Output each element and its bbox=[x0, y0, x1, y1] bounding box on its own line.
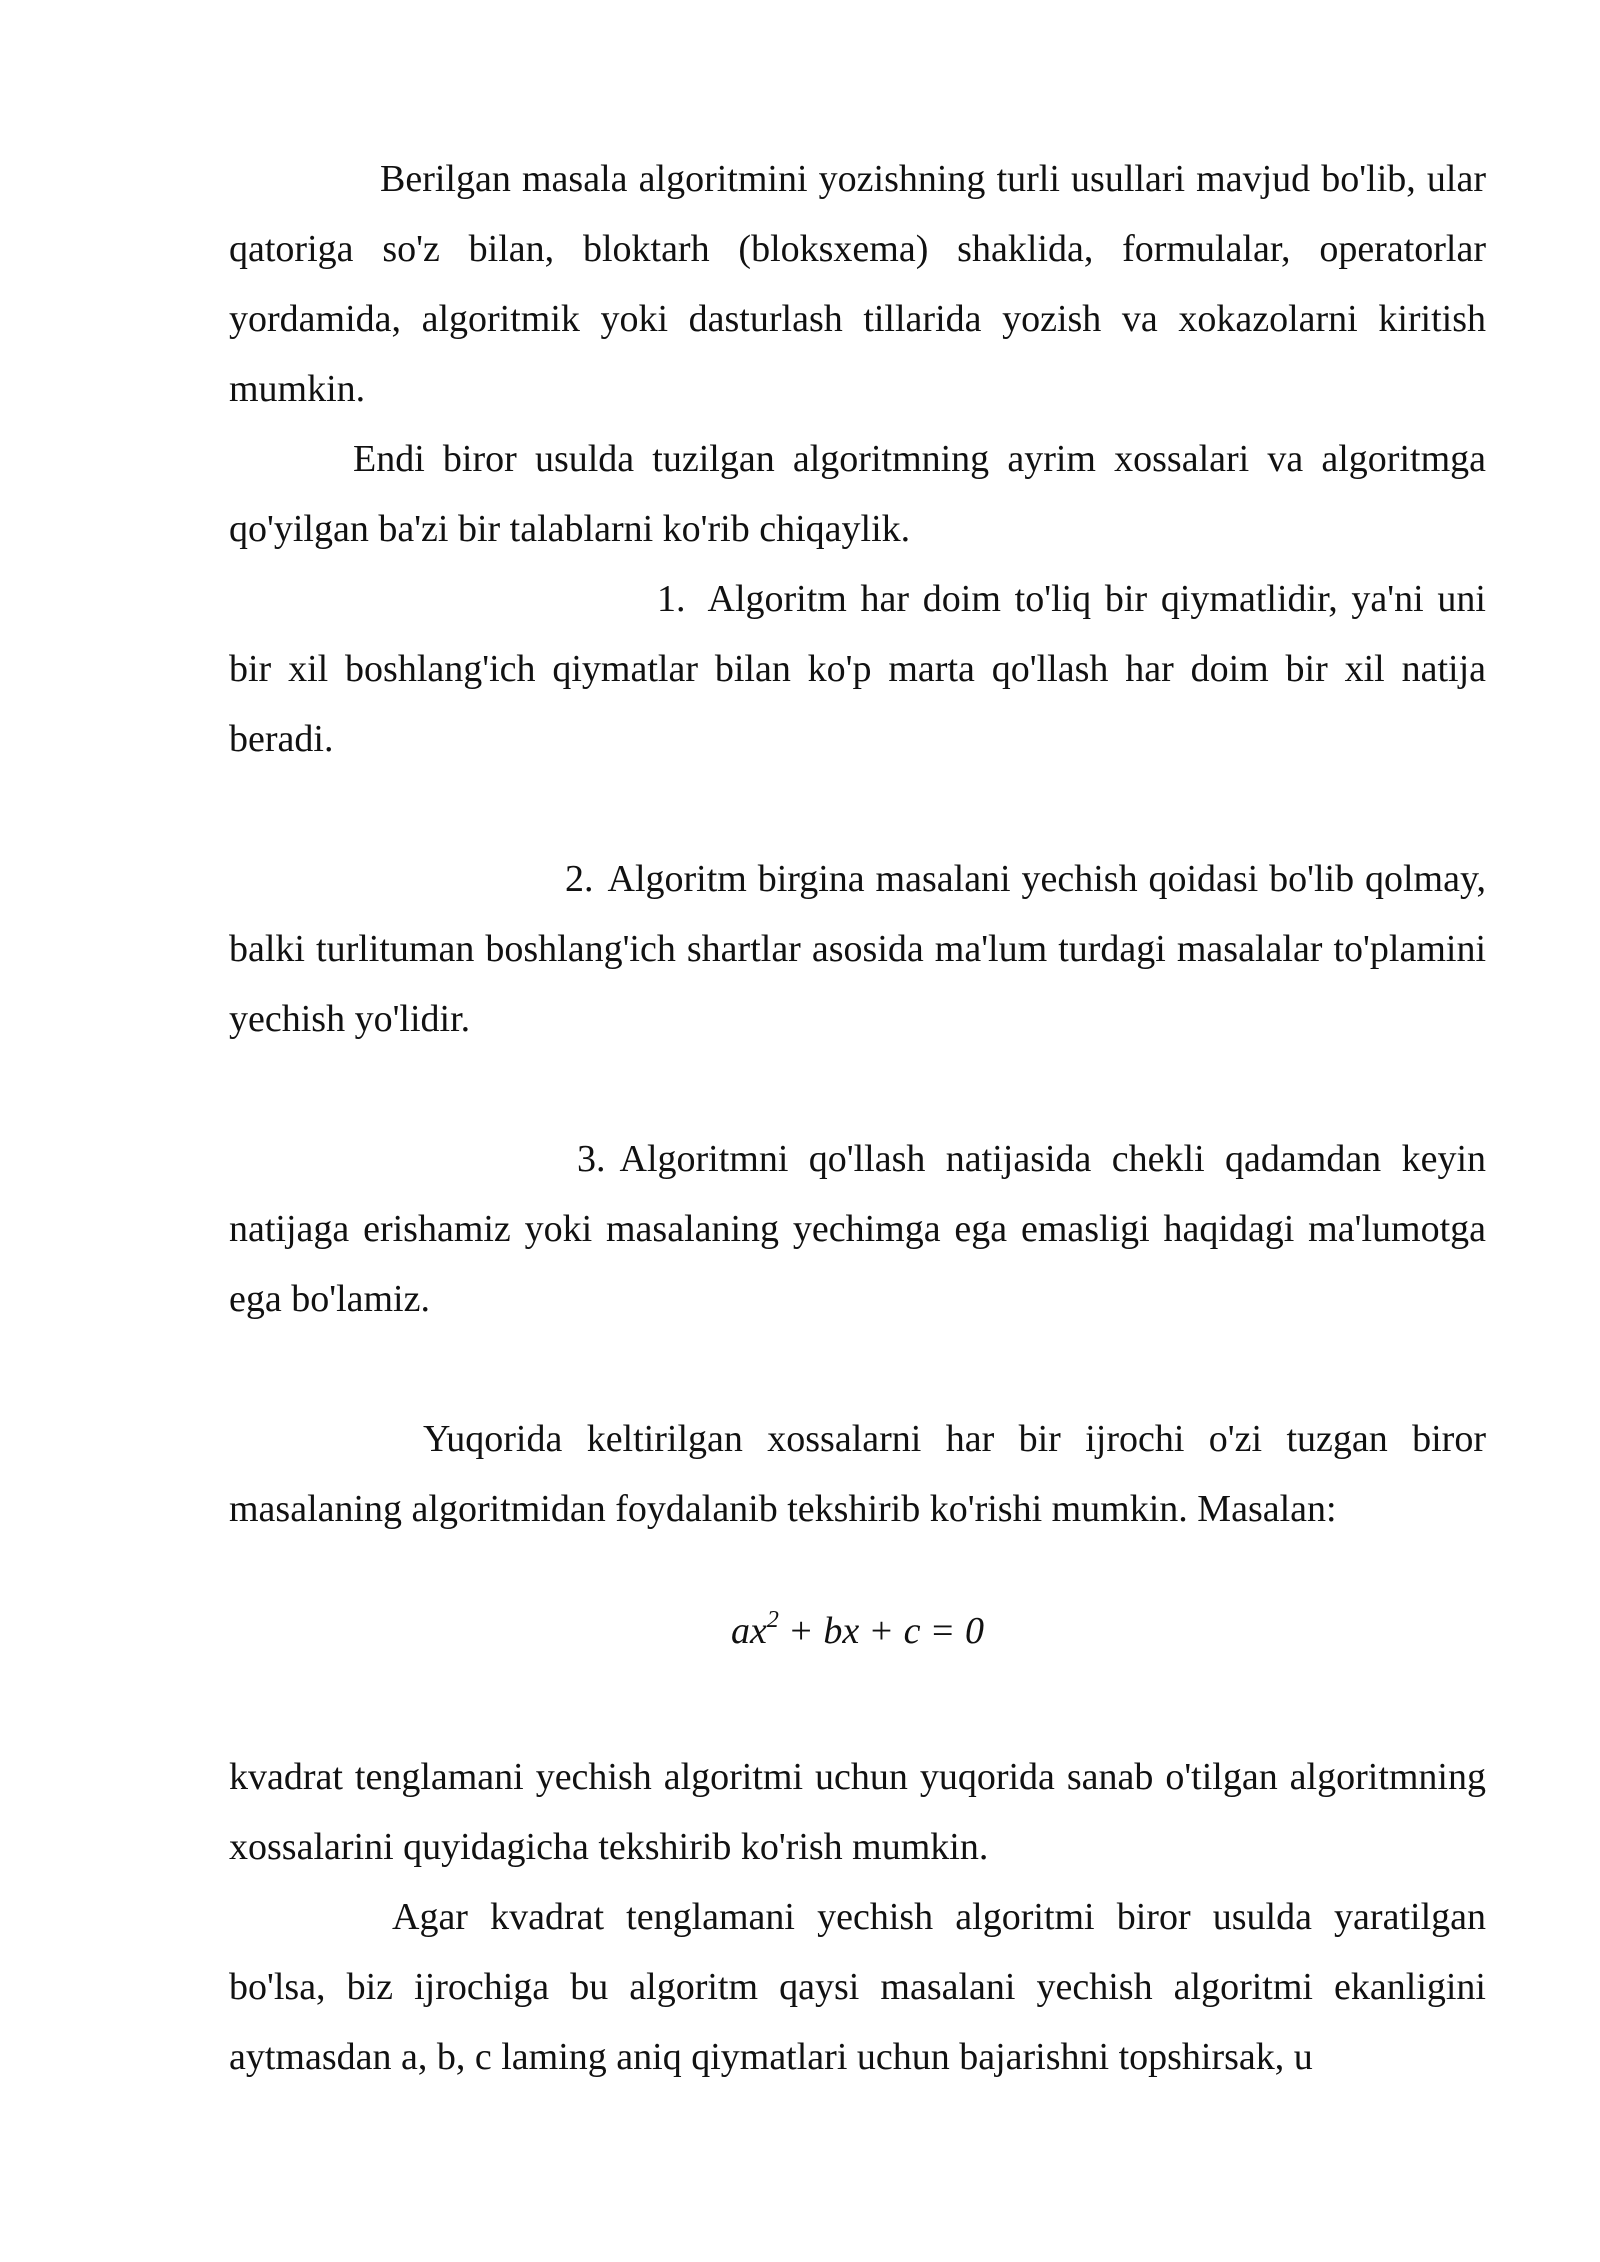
formula-plus: + bbox=[870, 1610, 893, 1652]
formula-b-term: bx bbox=[823, 1610, 860, 1652]
paragraph-example-intro: Yuqorida keltirilgan xossalarni har bir ijrochi o'zi tuzgan biror masalaning algoritmidan foydalanib tekshirib ko'rishi mumkin. Masalan: bbox=[229, 1418, 1486, 1530]
list-item-number: 2. bbox=[565, 858, 594, 900]
quadratic-equation bbox=[229, 1596, 1486, 1666]
spacer bbox=[229, 1334, 1486, 1404]
paragraph-properties-intro: Endi biror usulda tuzilgan algoritmning ayrim xossalari va algoritmga qo'yilgan ba'zi bir talablarni ko'rib chiqaylik. bbox=[229, 438, 1486, 550]
formula-equals: = bbox=[932, 1610, 954, 1652]
formula-a-term: ax bbox=[731, 1610, 767, 1652]
formula-exponent: 2 bbox=[766, 1607, 779, 1633]
formula-plus: + bbox=[790, 1610, 812, 1652]
list-item-number: 1. bbox=[657, 578, 686, 620]
list-item-3 bbox=[229, 1124, 1486, 1334]
list-item-text: Algoritm birgina masalani yechish qoidasi bo'lib qolmay, balki turlituman boshlang'ich shartlar asosida ma'lum turdagi masalalar to'plamini yechish yo'lidir. bbox=[229, 858, 1486, 1040]
formula-c-term: c bbox=[903, 1610, 921, 1652]
list-item-text: Algoritmni qo'llash natijasida chekli qadamdan keyin natijaga erishamiz yoki masalaning yechimga ega emasligi haqidagi ma'lumotga ega bo'lamiz. bbox=[229, 1138, 1486, 1320]
paragraph-check-properties: kvadrat tenglamani yechish algoritmi uchun yuqorida sanab o'tilgan algoritmning xossalarini quyidagicha tekshirib ko'rish mumkin. bbox=[229, 1756, 1486, 1868]
document-body bbox=[229, 144, 1486, 2092]
spacer bbox=[229, 774, 1486, 844]
list-item-2 bbox=[229, 844, 1486, 1054]
list-item-text: Algoritm har doim to'liq bir qiymatlidir, ya'ni uni bir xil boshlang'ich qiymatlar bilan ko'p marta qo'llash har doim bir xil natija beradi. bbox=[229, 578, 1486, 760]
paragraph-executor: Agar kvadrat tenglamani yechish algoritmi biror usulda yaratilgan bo'lsa, biz ijrochiga bu algoritm qaysi masalani yechish algoritmi ekanligini aytmasdan a, b, c laming aniq qiymatlari uchun bajarishni topshirsak, u bbox=[229, 1896, 1486, 2078]
formula-rhs: 0 bbox=[964, 1610, 984, 1652]
list-item-number: 3. bbox=[577, 1138, 606, 1180]
list-item-1 bbox=[229, 564, 1486, 774]
paragraph-intro: Berilgan masala algoritmini yozishning turli usullari mavjud bo'lib, ular qatoriga so'z bilan, bloktarh (bloksxema) shaklida, formulalar, operatorlar yordamida, algoritmik yoki dasturlash tillarida yozish va xokazolarni kiritish mumkin. bbox=[229, 158, 1486, 410]
spacer bbox=[229, 1054, 1486, 1124]
